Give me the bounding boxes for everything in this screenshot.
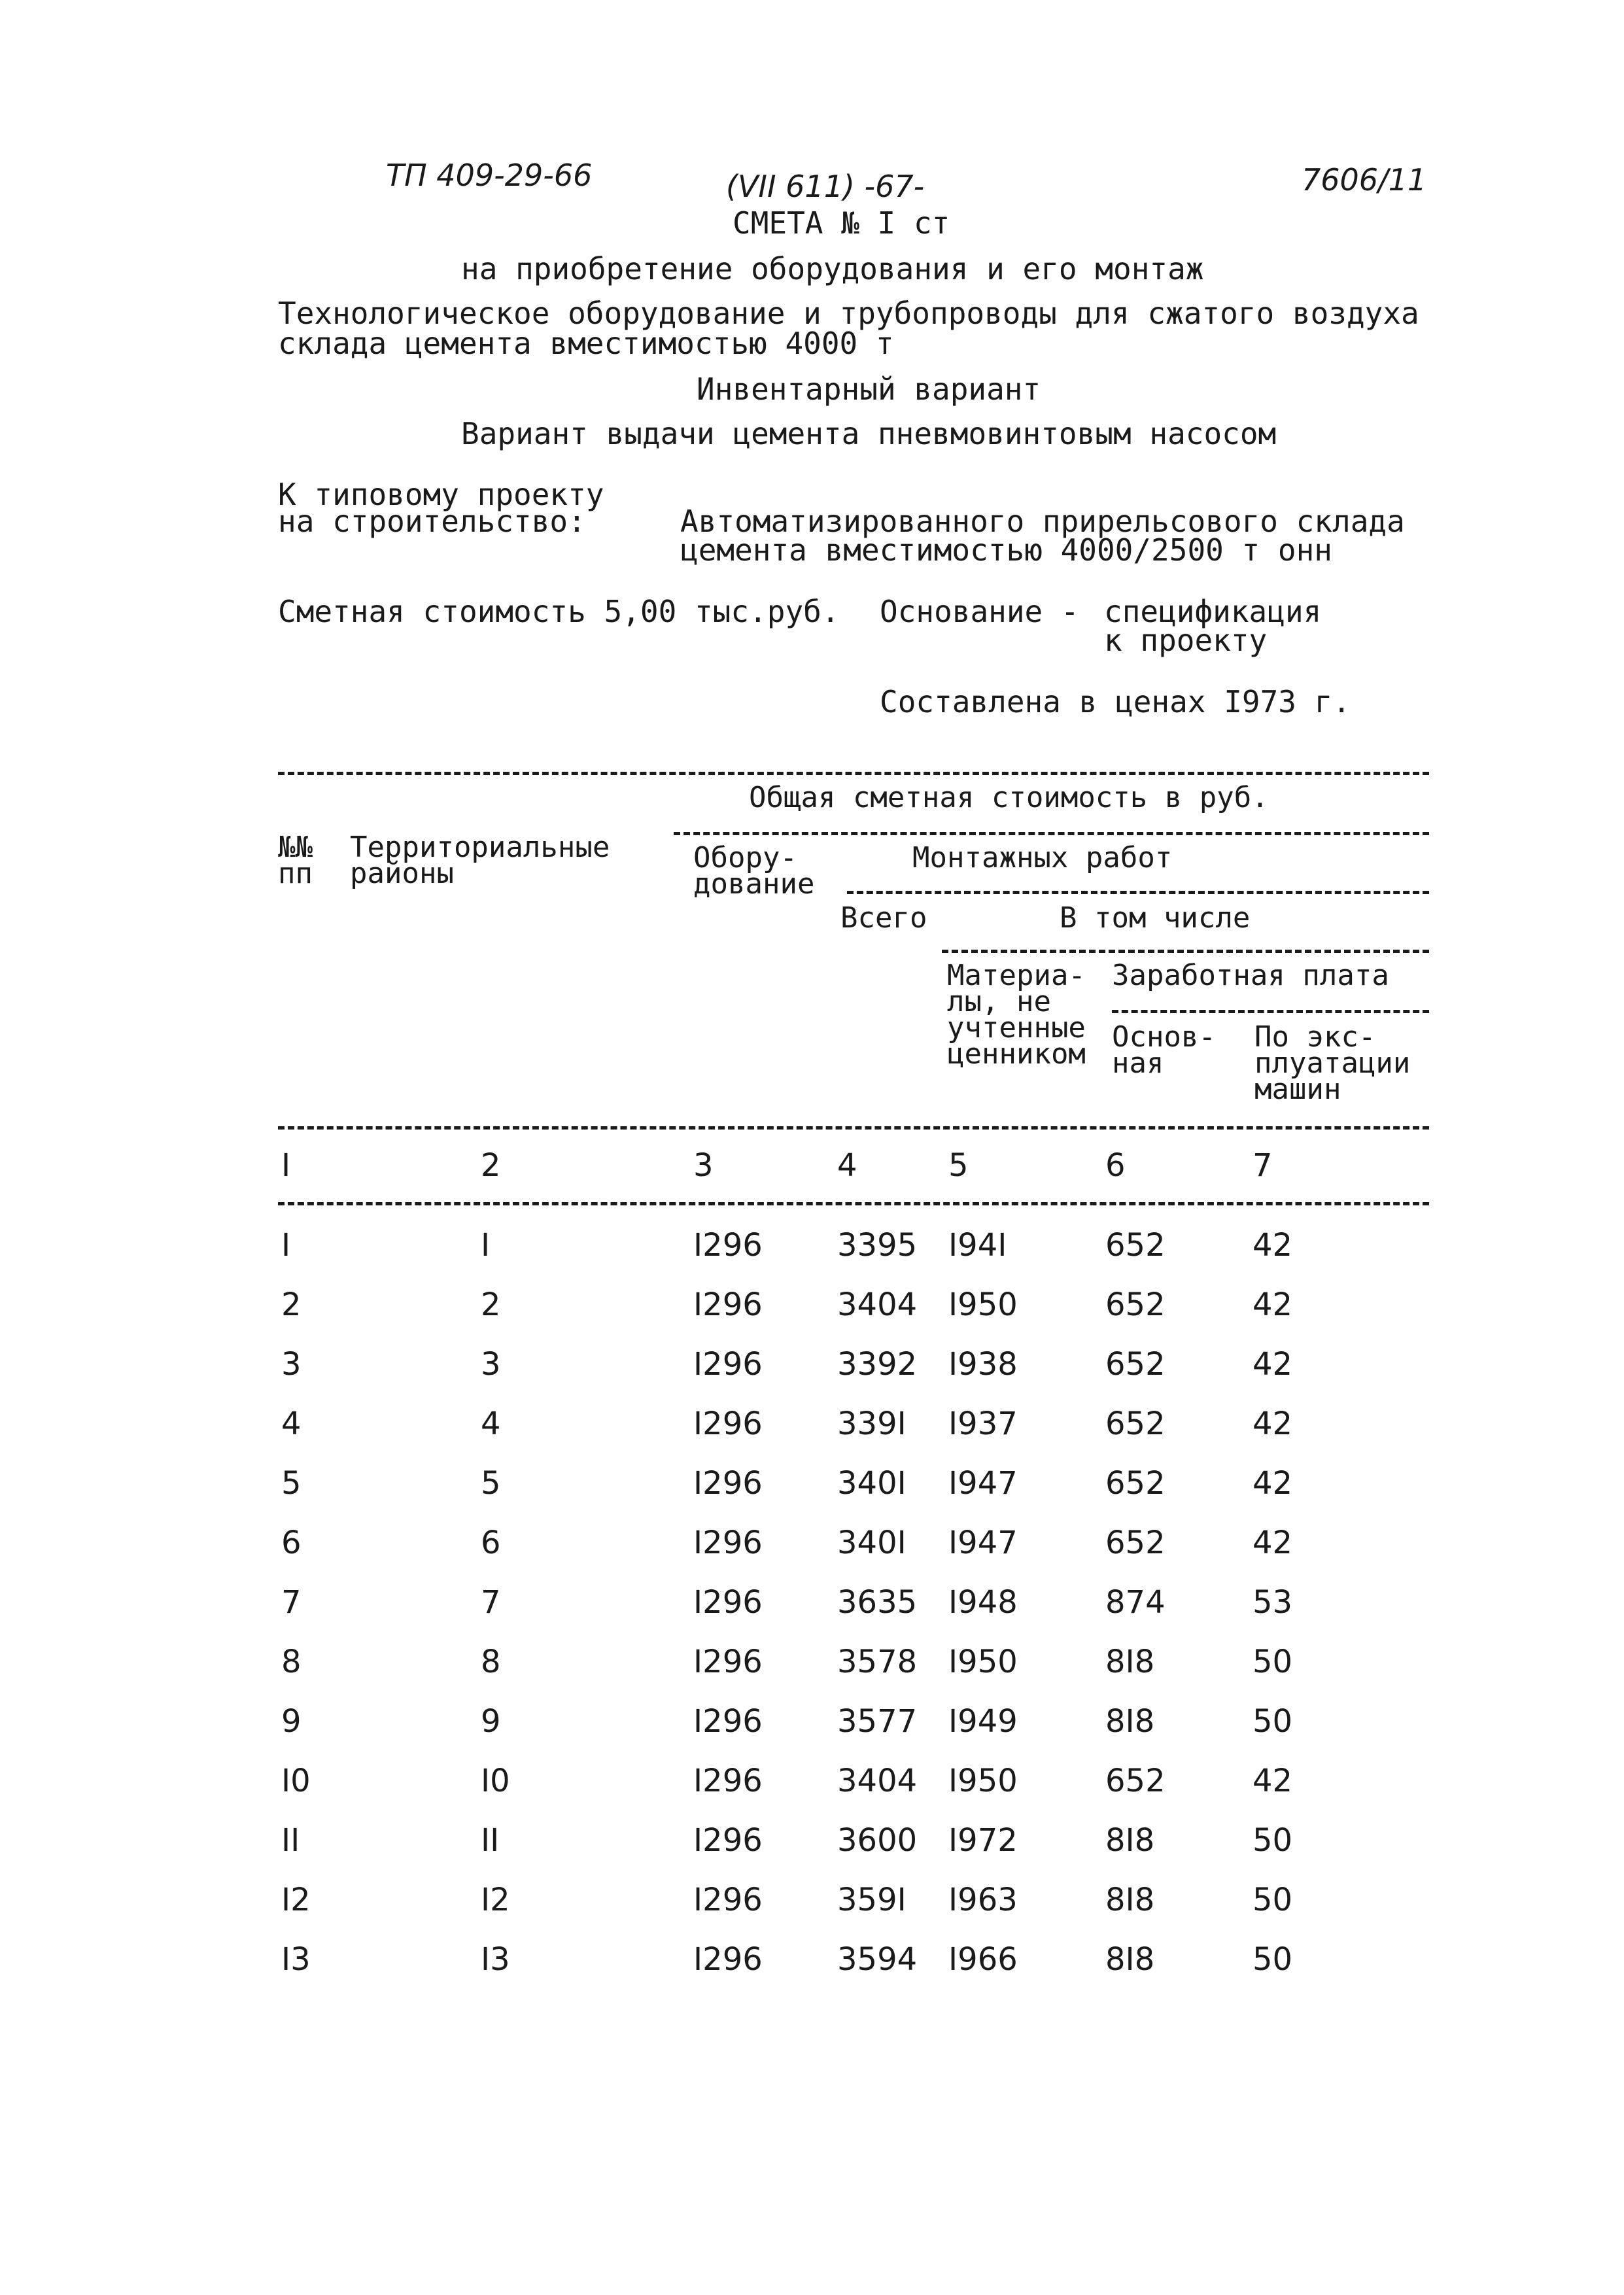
cell-wages-machines: 42 <box>1253 1763 1293 1799</box>
column-number-1: I <box>281 1147 291 1184</box>
cell-total: 3392 <box>837 1346 918 1383</box>
column-number-7: 7 <box>1253 1147 1273 1184</box>
cell-region: I <box>481 1227 491 1264</box>
column-number-6: 6 <box>1105 1147 1126 1184</box>
cell-equipment: I296 <box>693 1406 763 1442</box>
cell-wages-basic: 652 <box>1105 1525 1166 1561</box>
cell-equipment: I296 <box>693 1822 763 1859</box>
cell-num: I2 <box>281 1882 311 1918</box>
cell-equipment: I296 <box>693 1286 763 1323</box>
cell-equipment: I296 <box>693 1346 763 1383</box>
cell-region: 3 <box>481 1346 501 1383</box>
cell-num: I <box>281 1227 291 1264</box>
cell-num: 8 <box>281 1644 302 1680</box>
cell-materials: I949 <box>948 1703 1018 1740</box>
cell-region: 4 <box>481 1406 501 1442</box>
cell-equipment: I296 <box>693 1703 763 1740</box>
cell-region: I0 <box>481 1763 510 1799</box>
cell-region: I2 <box>481 1882 510 1918</box>
cell-wages-machines: 50 <box>1253 1822 1293 1859</box>
cell-wages-basic: 652 <box>1105 1763 1166 1799</box>
cell-equipment: I296 <box>693 1465 763 1502</box>
basis-label: Основание - <box>880 594 1079 629</box>
estimate-subject-line2: склада цемента вместимостью 4000 т <box>278 326 894 361</box>
column-number-5: 5 <box>948 1147 969 1184</box>
cell-total: 3577 <box>837 1703 918 1740</box>
cell-total: 339I <box>837 1406 907 1442</box>
header-num: №№ пп <box>278 831 313 890</box>
cell-num: 4 <box>281 1406 302 1442</box>
cell-materials: I937 <box>948 1406 1018 1442</box>
header-bottom-rule <box>278 1126 1429 1130</box>
header-install-total: Всего <box>840 901 927 935</box>
header-total-cost: Общая сметная стоимость в руб. <box>749 781 1269 814</box>
cell-region: II <box>481 1822 500 1859</box>
cell-wages-basic: 652 <box>1105 1346 1166 1383</box>
cell-wages-basic: 8I8 <box>1105 1703 1155 1740</box>
header-installation: Монтажных работ <box>912 841 1173 874</box>
cell-wages-basic: 652 <box>1105 1406 1166 1442</box>
variant-label: Инвентарный вариант <box>697 371 1041 407</box>
cell-total: 3404 <box>837 1763 918 1799</box>
column-number-2: 2 <box>481 1147 501 1184</box>
cell-equipment: I296 <box>693 1644 763 1680</box>
project-label-line1: К типовому проекту <box>278 477 604 512</box>
cell-wages-basic: 8I8 <box>1105 1882 1155 1918</box>
cell-region: 8 <box>481 1644 501 1680</box>
document-code-left: ТП 409-29-66 <box>386 158 593 193</box>
header-wages-machines: По экс- плуатации машин <box>1254 1020 1411 1106</box>
cell-total: 3404 <box>837 1286 918 1323</box>
cell-total: 3635 <box>837 1584 918 1621</box>
price-level: Составлена в ценах I973 г. <box>880 684 1351 719</box>
cell-materials: I938 <box>948 1346 1018 1383</box>
project-value-line1: Автоматизированного прирельсового склада <box>680 504 1405 539</box>
cell-wages-basic: 652 <box>1105 1465 1166 1502</box>
header-region: Территориальные районы <box>350 831 610 890</box>
cell-equipment: I296 <box>693 1525 763 1561</box>
header-wages-basic: Основ- ная <box>1112 1020 1216 1080</box>
cell-wages-machines: 42 <box>1253 1286 1293 1323</box>
cell-wages-basic: 652 <box>1105 1286 1166 1323</box>
cell-total: 3594 <box>837 1941 918 1978</box>
cell-region: 9 <box>481 1703 501 1740</box>
header-rule-wages <box>1112 1010 1429 1013</box>
cell-wages-machines: 42 <box>1253 1525 1293 1561</box>
table-top-rule <box>278 772 1429 775</box>
cell-equipment: I296 <box>693 1227 763 1264</box>
column-numbers-rule <box>278 1202 1429 1205</box>
cell-num: 9 <box>281 1703 302 1740</box>
cell-materials: I948 <box>948 1584 1018 1621</box>
cell-equipment: I296 <box>693 1763 763 1799</box>
cell-materials: I947 <box>948 1525 1018 1561</box>
cell-materials: I950 <box>948 1763 1018 1799</box>
cell-total: 340I <box>837 1525 907 1561</box>
estimate-subject-line1: Технологическое оборудование и трубопроводы для сжатого воздуха <box>278 296 1419 331</box>
document-code-right: 7606/11 <box>1302 162 1427 198</box>
header-equipment: Обору- дование <box>693 841 815 901</box>
cell-equipment: I296 <box>693 1882 763 1918</box>
project-value-line2: цемента вместимостью 4000/2500 т онн <box>680 532 1332 568</box>
cell-num: 2 <box>281 1286 302 1323</box>
column-number-4: 4 <box>837 1147 857 1184</box>
cell-materials: I972 <box>948 1822 1018 1859</box>
cell-num: I0 <box>281 1763 311 1799</box>
header-rule-installation <box>847 891 1429 894</box>
cell-wages-basic: 874 <box>1105 1584 1166 1621</box>
header-including: В том числе <box>1060 901 1251 935</box>
cell-region: 2 <box>481 1286 501 1323</box>
basis-line2: к проекту <box>1104 623 1268 658</box>
cell-total: 340I <box>837 1465 907 1502</box>
cell-materials: I966 <box>948 1941 1018 1978</box>
cell-num: I3 <box>281 1941 311 1978</box>
basis-line1: спецификация <box>1104 594 1322 629</box>
cell-materials: I963 <box>948 1882 1018 1918</box>
variant-description: Вариант выдачи цемента пневмовинтовым насосом <box>461 416 1277 451</box>
estimate-title: СМЕТА № I ст <box>733 205 950 241</box>
cell-equipment: I296 <box>693 1584 763 1621</box>
project-label-line2: на строительство: <box>278 504 586 539</box>
cell-total: 3395 <box>837 1227 918 1264</box>
header-rule-cost <box>674 832 1429 835</box>
cell-num: 7 <box>281 1584 302 1621</box>
header-rule-including <box>942 950 1429 953</box>
estimate-purpose: на приобретение оборудования и его монтаж <box>461 251 1204 286</box>
cell-num: 5 <box>281 1465 302 1502</box>
cell-wages-machines: 42 <box>1253 1465 1293 1502</box>
cell-wages-machines: 50 <box>1253 1882 1293 1918</box>
cell-wages-machines: 50 <box>1253 1941 1293 1978</box>
document-code-center: (VII 611) -67- <box>726 169 925 204</box>
cell-materials: I94I <box>948 1227 1007 1264</box>
cell-num: 3 <box>281 1346 302 1383</box>
cell-total: 359I <box>837 1882 907 1918</box>
cell-wages-basic: 8I8 <box>1105 1822 1155 1859</box>
cell-num: 6 <box>281 1525 302 1561</box>
header-materials: Материа- лы, не учтенные ценником <box>947 959 1086 1071</box>
cell-region: 7 <box>481 1584 501 1621</box>
cell-num: II <box>281 1822 300 1859</box>
header-wages: Заработная плата <box>1112 959 1389 992</box>
cell-wages-basic: 8I8 <box>1105 1644 1155 1680</box>
cell-region: I3 <box>481 1941 510 1978</box>
cell-region: 6 <box>481 1525 501 1561</box>
cell-wages-machines: 50 <box>1253 1644 1293 1680</box>
cell-region: 5 <box>481 1465 501 1502</box>
cell-materials: I950 <box>948 1286 1018 1323</box>
cell-total: 3600 <box>837 1822 918 1859</box>
column-number-3: 3 <box>693 1147 714 1184</box>
cell-wages-machines: 42 <box>1253 1346 1293 1383</box>
cell-materials: I950 <box>948 1644 1018 1680</box>
cell-equipment: I296 <box>693 1941 763 1978</box>
cell-total: 3578 <box>837 1644 918 1680</box>
cell-wages-basic: 8I8 <box>1105 1941 1155 1978</box>
cell-wages-basic: 652 <box>1105 1227 1166 1264</box>
cell-materials: I947 <box>948 1465 1018 1502</box>
cell-wages-machines: 50 <box>1253 1703 1293 1740</box>
cell-wages-machines: 42 <box>1253 1406 1293 1442</box>
cell-wages-machines: 42 <box>1253 1227 1293 1264</box>
estimated-cost: Сметная стоимость 5,00 тыс.руб. <box>278 594 840 629</box>
cell-wages-machines: 53 <box>1253 1584 1293 1621</box>
